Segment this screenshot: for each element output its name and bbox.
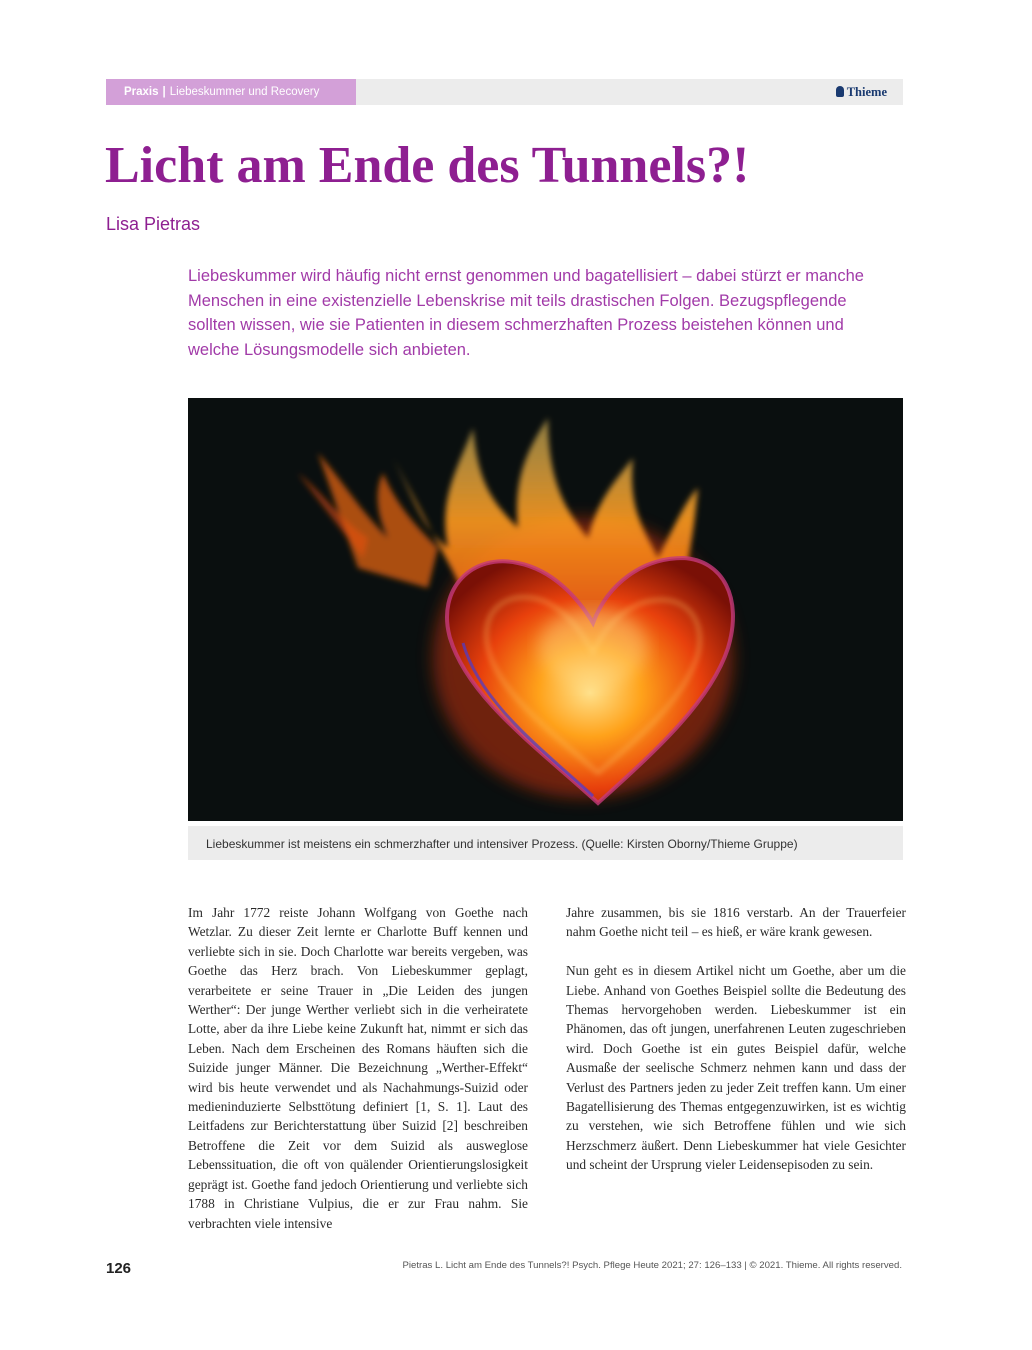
burning-heart-illustration [188,398,903,821]
section-separator: | [162,86,166,98]
body-paragraph: Nun geht es in diesem Artikel nicht um Goethe, aber um die Liebe. Anhand von Goethes Beispiel sollte die Bedeutung des Themas hervorgehoben werden. Liebeskummer ist ein Phänomen, das oft jungen, unerfahrenen Leuten zugeschrieben wird. Doch Goethe ist ein gutes Beispiel dafür, welche Ausmaße der seelische Schmerz nehmen kann und dass der Verlust des Partners jeden zu jeder Zeit treffen kann. Um einer Bagatellisierung des Themas entgegenzuwirken, ist es wichtig zu verstehen, wie sich Betroffene fühlen und wie sich Herzschmerz äußert. Denn Liebeskummer hat viele Gesichter und scheint der Ursprung vieler Leidensepisoden zu sein. [566,963,906,1173]
running-header [106,79,903,105]
article-author: Lisa Pietras [106,214,201,234]
footer-citation: Pietras L. Licht am Ende des Tunnels?! Psych. Pflege Heute 2021; 27: 126–133 | © 2021. Thieme. All rights reserved. [402,1260,902,1271]
body-column-left [188,903,528,1252]
article-title: Licht am Ende des Tunnels?! [105,137,750,194]
body-paragraph: Im Jahr 1772 reiste Johann Wolfgang von Goethe nach Wetzlar. Zu dieser Zeit lernte er Charlotte Buff kennen und verliebte sich in sie. Doch Charlotte war bereits vergeben, was Goethe das Herz brach. Von Liebeskummer geplagt, verarbeitete er seine Trauer in „Die Leiden des jungen Werther“: Der junge Werther verliebt sich in die verheiratete Lotte, aber da ihre Liebe keine Zukunft hat, nimmt er sich das Leben. Nach dem Erscheinen des Romans häuften sich die Suizide junger Männer. Die Bezeichnung „Werther-Effekt“ wird bis heute verwendet und als Nachahmungs-Suizid oder medieninduzierte Selbsttötung definiert [1, S. 1]. Laut des Leitfadens zur Berichterstattung über Suizid [2] beschreiben Betroffene die Zeit vor dem Suizid als ausweglose Lebenssituation, die oft von quälender Orientierungslosigkeit geprägt ist. Goethe fand jedoch Orientierung und verliebte sich 1788 in Christiane Vulpius, die er zur Frau nahm. Sie verbrachten viele intensive [188,905,528,1231]
brand-name: Thieme [846,85,887,99]
article-lead: Liebeskummer wird häufig nicht ernst genommen und bagatellisiert – dabei stürzt er manche Menschen in eine existenzielle Lebenskrise mit teils drastischen Folgen. Bezugspflegende sollten wissen, wie sie Patienten in diesem schmerzhaften Prozess beistehen können und welche Lösungsmodelle sich anbieten. [188,267,864,359]
burning-heart-image [188,398,903,821]
page-number: 126 [106,1260,132,1277]
body-column-right [566,903,906,1194]
body-paragraph: Jahre zusammen, bis sie 1816 verstarb. An der Trauerfeier nahm Goethe nicht teil – es hieß, er wäre krank gewesen. [566,905,906,940]
section-label: Praxis [124,86,159,98]
publisher-brand [836,79,887,105]
section-tag [106,79,356,105]
figure-caption: Liebeskummer ist meistens ein schmerzhafter und intensiver Prozess. (Quelle: Kirsten Oborny/Thieme Gruppe) [188,826,903,860]
thieme-logo-icon [836,86,844,97]
topic-label: Liebeskummer und Recovery [169,86,320,98]
